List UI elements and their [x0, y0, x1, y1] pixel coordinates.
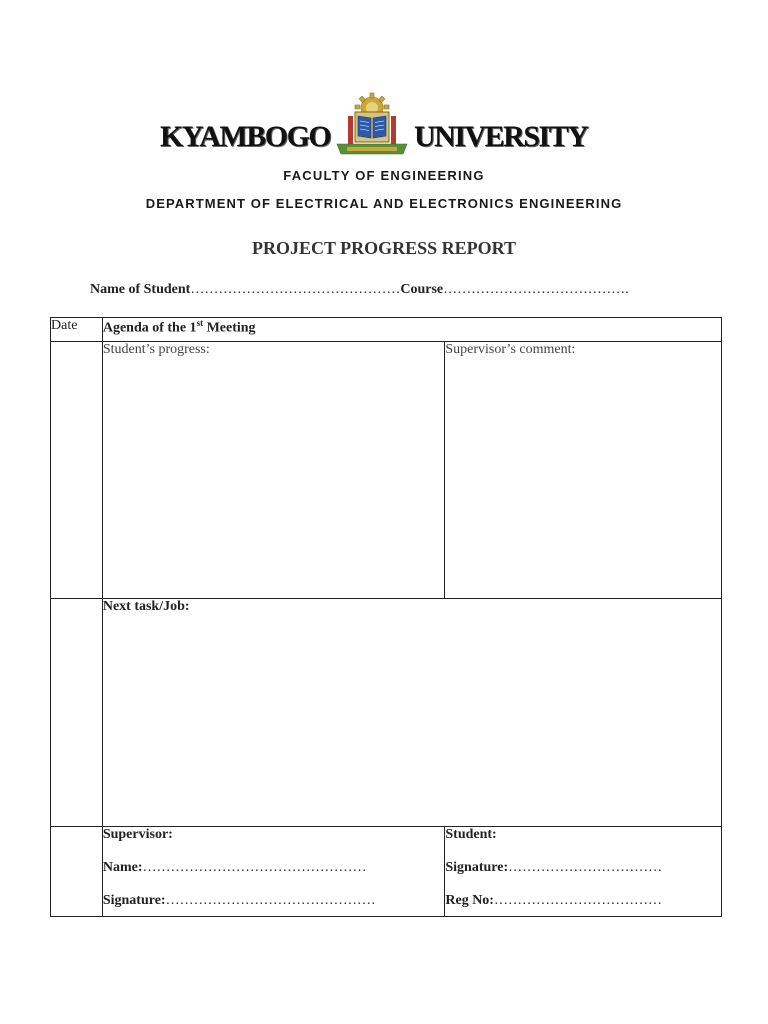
next-task-label: Next task/Job:	[102, 599, 190, 614]
agenda-header-cell	[102, 318, 721, 342]
supervisor-name-label: Name:	[102, 860, 143, 875]
student-heading: Student:	[445, 827, 497, 842]
table-header-row	[51, 318, 722, 342]
next-task-cell[interactable]	[102, 599, 721, 827]
agenda-suffix: Meeting	[203, 320, 256, 336]
department-heading: DEPARTMENT OF ELECTRICAL AND ELECTRONICS ENGINEERING	[145, 196, 623, 211]
faculty-heading: FACULTY OF ENGINEERING	[283, 168, 485, 183]
course-label: Course	[400, 282, 444, 297]
student-signature-line	[445, 860, 721, 876]
supervisor-name-field[interactable]: …………………………………………	[142, 860, 367, 875]
date-header-cell	[51, 318, 103, 342]
supervisor-signoff-cell	[102, 827, 445, 917]
signature-row	[51, 827, 722, 917]
supervisor-signature-label: Signature:	[102, 893, 166, 908]
university-header	[0, 92, 768, 162]
student-regno-label: Reg No:	[445, 893, 494, 908]
progress-row	[51, 342, 722, 599]
supervisor-heading: Supervisor:	[102, 827, 173, 842]
students-progress-cell[interactable]	[102, 342, 445, 599]
progress-date-cell[interactable]	[51, 342, 103, 599]
supervisor-signature-line	[103, 893, 445, 909]
student-info-line	[90, 282, 629, 298]
student-regno-field[interactable]: ………………………………	[493, 893, 662, 908]
supervisors-comment-label: Supervisor’s comment:	[445, 342, 576, 357]
course-field[interactable]: ………………………………….	[443, 282, 629, 297]
report-title: PROJECT PROGRESS REPORT	[251, 238, 517, 258]
agenda-prefix: Agenda of the 1	[102, 320, 197, 336]
next-task-date-cell[interactable]	[51, 599, 103, 827]
supervisor-name-line	[103, 860, 445, 876]
student-regno-line	[445, 893, 721, 909]
signature-date-cell[interactable]	[51, 827, 103, 917]
university-logo-icon	[333, 92, 411, 158]
date-header: Date	[51, 318, 78, 333]
student-signature-label: Signature:	[445, 860, 509, 875]
student-signoff-cell	[445, 827, 722, 917]
supervisor-signature-field[interactable]: ………………………………………	[165, 893, 376, 908]
university-name-left: KYAMBOGO	[160, 120, 331, 153]
student-name-label: Name of Student	[90, 282, 191, 297]
student-name-field[interactable]: ………………………………………	[190, 282, 401, 297]
university-name-right: UNIVERSITY	[414, 120, 588, 153]
next-task-row	[51, 599, 722, 827]
student-signature-field[interactable]: ……………………………	[508, 860, 663, 875]
agenda-ordinal-suffix: st	[196, 318, 204, 328]
students-progress-label: Student’s progress:	[102, 342, 210, 357]
progress-report-table	[50, 317, 722, 917]
supervisors-comment-cell[interactable]	[445, 342, 722, 599]
